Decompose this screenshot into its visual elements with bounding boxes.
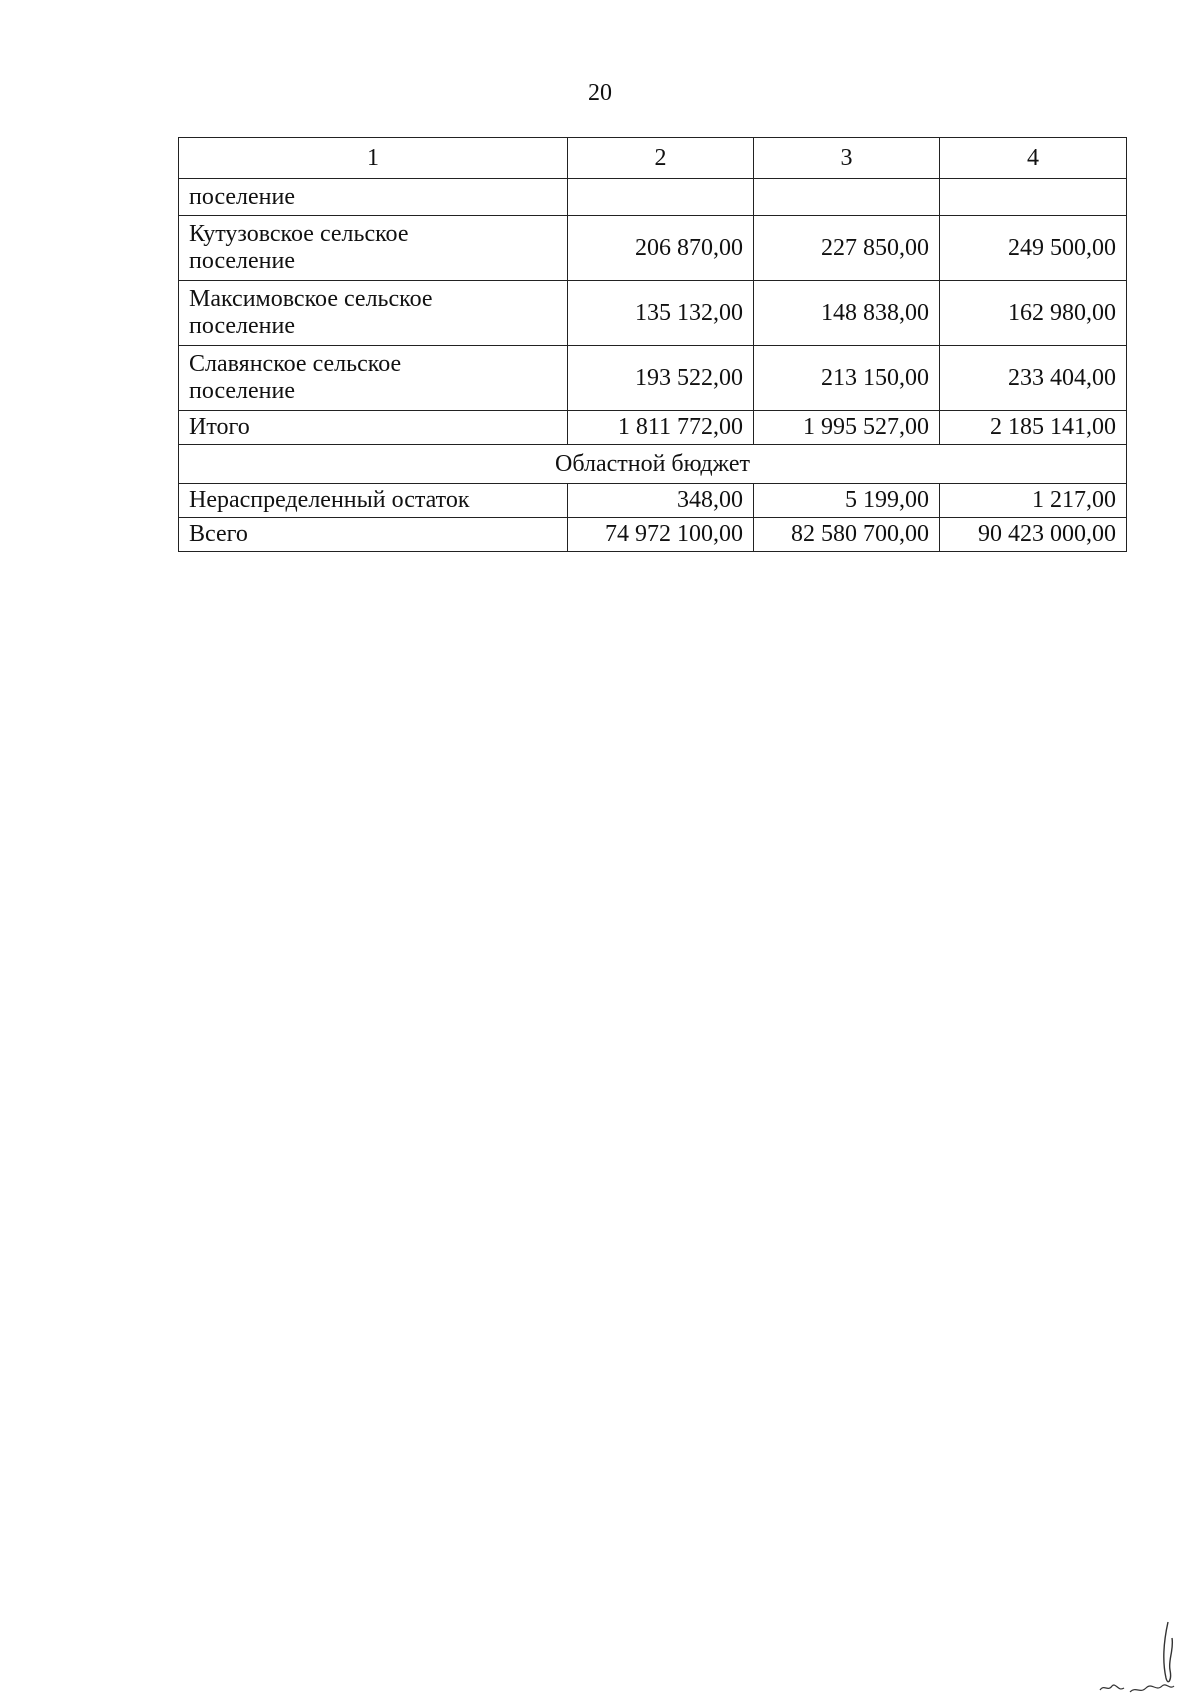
grand-total-col4: 90 423 000,00 xyxy=(940,518,1127,552)
row-name: Нераспределенный остаток xyxy=(179,484,568,518)
grand-total-row xyxy=(179,518,1127,552)
value-cell-col2: 206 870,00 xyxy=(568,216,754,281)
section-row xyxy=(179,445,1127,484)
total-label: Итого xyxy=(179,411,568,445)
table-header-row xyxy=(179,138,1127,179)
value-cell-col4: 249 500,00 xyxy=(940,216,1127,281)
value-cell-col2: 348,00 xyxy=(568,484,754,518)
table-row xyxy=(179,179,1127,216)
empty-cell xyxy=(940,179,1127,216)
signature-mark xyxy=(1096,1620,1186,1697)
empty-cell xyxy=(568,179,754,216)
grand-total-col2: 74 972 100,00 xyxy=(568,518,754,552)
table-row xyxy=(179,216,1127,281)
value-cell-col3: 5 199,00 xyxy=(754,484,940,518)
value-cell-col4: 233 404,00 xyxy=(940,346,1127,411)
column-header-4: 4 xyxy=(940,138,1127,179)
empty-cell xyxy=(754,179,940,216)
table-row xyxy=(179,484,1127,518)
table-row xyxy=(179,346,1127,411)
page-number: 20 xyxy=(588,80,612,106)
value-cell-col3: 213 150,00 xyxy=(754,346,940,411)
table-row xyxy=(179,281,1127,346)
row-name: поселение xyxy=(179,179,568,216)
row-name-line: Кутузовское сельское xyxy=(189,221,409,247)
column-header-3: 3 xyxy=(754,138,940,179)
column-header-2: 2 xyxy=(568,138,754,179)
value-cell-col3: 227 850,00 xyxy=(754,216,940,281)
value-cell-col3: 148 838,00 xyxy=(754,281,940,346)
value-cell-col4: 162 980,00 xyxy=(940,281,1127,346)
budget-table xyxy=(178,137,1127,552)
value-cell-col2: 193 522,00 xyxy=(568,346,754,411)
row-name-line: поселение xyxy=(189,248,296,274)
value-cell-col4: 1 217,00 xyxy=(940,484,1127,518)
total-col2: 1 811 772,00 xyxy=(568,411,754,445)
total-col4: 2 185 141,00 xyxy=(940,411,1127,445)
row-name xyxy=(179,346,568,411)
row-name xyxy=(179,216,568,281)
row-name-line: поселение xyxy=(189,313,296,339)
grand-total-label: Всего xyxy=(179,518,568,552)
value-cell-col2: 135 132,00 xyxy=(568,281,754,346)
row-name-line: Славянское сельское xyxy=(189,351,402,377)
row-name-line: Максимовское сельское xyxy=(189,286,433,312)
total-row xyxy=(179,411,1127,445)
grand-total-col3: 82 580 700,00 xyxy=(754,518,940,552)
column-header-1: 1 xyxy=(179,138,568,179)
section-title: Областной бюджет xyxy=(179,445,1127,484)
row-name xyxy=(179,281,568,346)
row-name-line: поселение xyxy=(189,378,296,404)
total-col3: 1 995 527,00 xyxy=(754,411,940,445)
